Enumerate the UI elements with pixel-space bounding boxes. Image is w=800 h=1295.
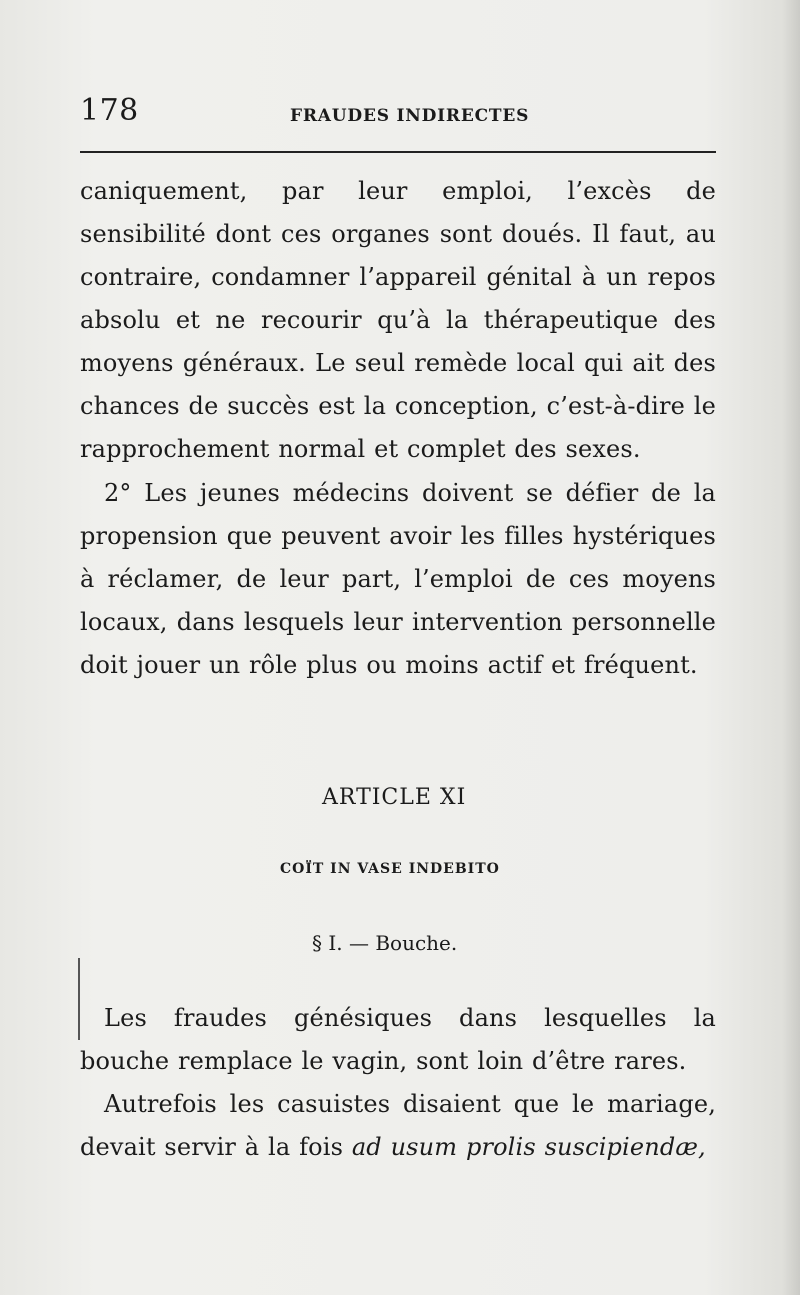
header-rule xyxy=(80,151,716,153)
paragraph-4-normal-text: Autrefois les casuistes disaient que le mariage, devait servir à la fois xyxy=(80,1090,716,1161)
body-paragraph-3: Les fraudes génésiques dans lesquelles la bouche remplace le vagin, sont loin d’être rares. xyxy=(80,1004,716,1075)
section-heading: § I. — Bouche. xyxy=(312,931,458,955)
article-title: ARTICLE XI xyxy=(322,785,467,810)
running-title: FRAUDES INDIRECTES xyxy=(290,106,530,126)
article-subtitle: COÏT IN VASE INDEBITO xyxy=(280,861,500,877)
body-paragraph-2: 2° Les jeunes médecins doivent se défier de la propension que peuvent avoir les filles hystériques à réclamer, de leur part, l’emploi de ces moyens locaux, dans lesquels leur intervention personnelle doit jouer un rôle plus ou moins actif et fréquent. xyxy=(80,479,716,679)
body-paragraph-1: caniquement, par leur emploi, l’excès de sensibilité dont ces organes sont doués. Il faut, au contraire, condamner l’appareil génital à un repos absolu et ne recourir qu’à la thérapeutique des moyens généraux. Le seul remède local qui ait des chances de succès est la conception, c’est-à-dire le rapprochement normal et complet des sexes. xyxy=(80,177,716,463)
paragraph-4-italic-text: ad usum prolis suscipiendæ, xyxy=(351,1133,706,1161)
body-paragraph-4 xyxy=(80,1083,716,1169)
page-number: 178 xyxy=(80,93,139,128)
page-header xyxy=(80,93,720,136)
